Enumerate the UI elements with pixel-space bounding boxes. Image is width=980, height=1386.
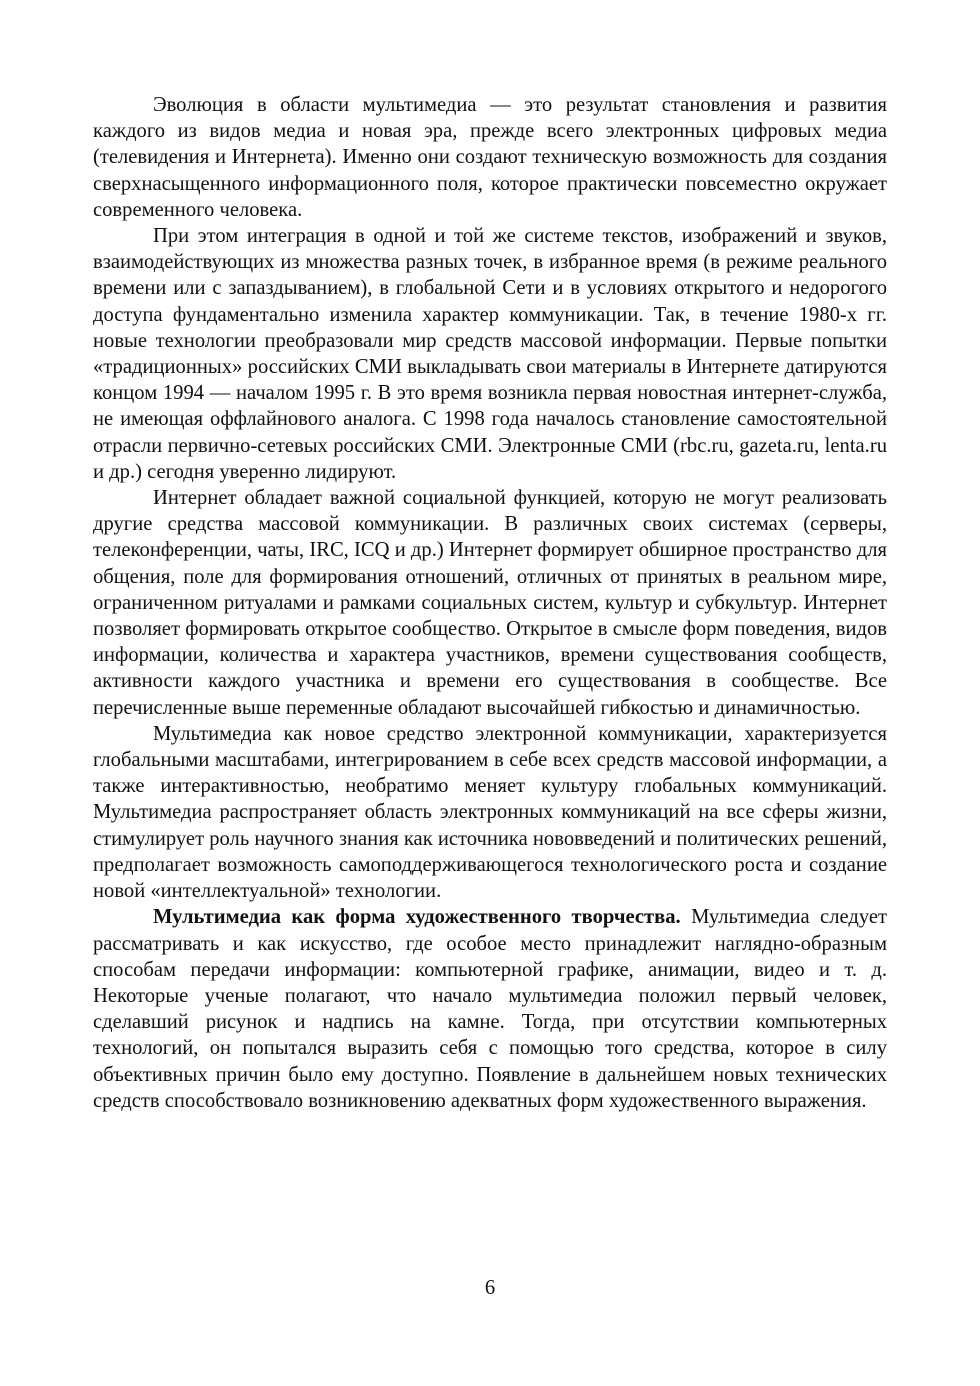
paragraph-text: Интернет обладает важной социальной функцией, которую не могут реализовать другие средства массовой коммуникации. В различных своих системах (серверы, телеконференции, чаты, IRC, ICQ и др.) Интернет формирует обширное пространство для общения, поле для формирования отношений, отличных от принятых в реальном мире, ограниченном ритуалами и рамками социальных систем, культур и субкультур. Интернет позволяет формировать открытое сообщество. Открытое в смысле форм поведения, видов информации, количества и характера участников, времени существования сообществ, активности каждого участника и времени его существования в сообществе. Все перечисленные выше переменные обладают высочайшей гибкостью и динамичностью. <box>93 487 887 719</box>
paragraph-text: При этом интеграция в одной и той же системе текстов, изображений и звуков, взаимодействующих из множества разных точек, в избранное время (в режиме реального времени или с запаздыванием), в глобальной Сети и в условиях открытого и недорогого доступа фундаментально изменила характер коммуникации. Так, в течение 1980-х гг. новые технологии преобразовали мир средств массовой информации. Первые попытки «традиционных» российских СМИ выкладывать свои материалы в Интернете датируются концом 1994 — началом 1995 г. В это время возникла первая новостная интернет-служба, не имеющая оффлайнового аналога. С 1998 года началось становление самостоятельной отрасли первично-сетевых российских СМИ. Электронные СМИ (rbc.ru, gazeta.ru, lenta.ru и др.) сегодня уверенно лидируют. <box>93 225 887 483</box>
paragraph-integration <box>93 223 887 485</box>
paragraph-text: Мультимедиа как новое средство электронной коммуникации, характеризуется глобальными масштабами, интегрированием в себе всех средств массовой информации, а также интерактивностью, необратимо меняет культуру глобальных коммуникаций. Мультимедиа распространяет область электронных коммуникаций на все сферы жизни, стимулирует роль научного знания как источника нововведений и политических решений, предполагает возможность самоподдерживающегося технологического роста и создание новой «интеллектуальной» технологии. <box>93 722 887 903</box>
page-body <box>93 92 887 1114</box>
paragraph-text: Мультимедиа следует рассматривать и как искусство, где особое место принадлежит наглядно-образным способам передачи информации: компьютерной графике, анимации, видео и т. д. Некоторые ученые полагают, что начало мультимедиа положил первый человек, сделавший рисунок и надпись на камне. Тогда, при отсутствии компьютерных технологий, он попытался выразить себя с помощью того средства, которое в силу объективных причин было ему доступно. Появление в дальнейшем новых технических средств способствовало возникновению адекватных форм художественного выражения. <box>93 906 887 1112</box>
page-number: 6 <box>484 1277 496 1299</box>
paragraph-multimedia-communication <box>93 721 887 904</box>
paragraph-internet-social <box>93 485 887 721</box>
paragraph-multimedia-art <box>93 904 887 1114</box>
paragraph-evolution <box>93 92 887 223</box>
paragraph-text: Эволюция в области мультимедиа — это результат становления и развития каждого из видов медиа и новая эра, прежде всего электронных цифровых медиа (телевидения и Интернета). Именно они создают техническую возможность для создания сверхнасыщенного информационного поля, которое практически повсеместно окружает современного человека. <box>93 94 887 221</box>
section-heading: Мультимедиа как форма художественного творчества. <box>153 906 681 929</box>
